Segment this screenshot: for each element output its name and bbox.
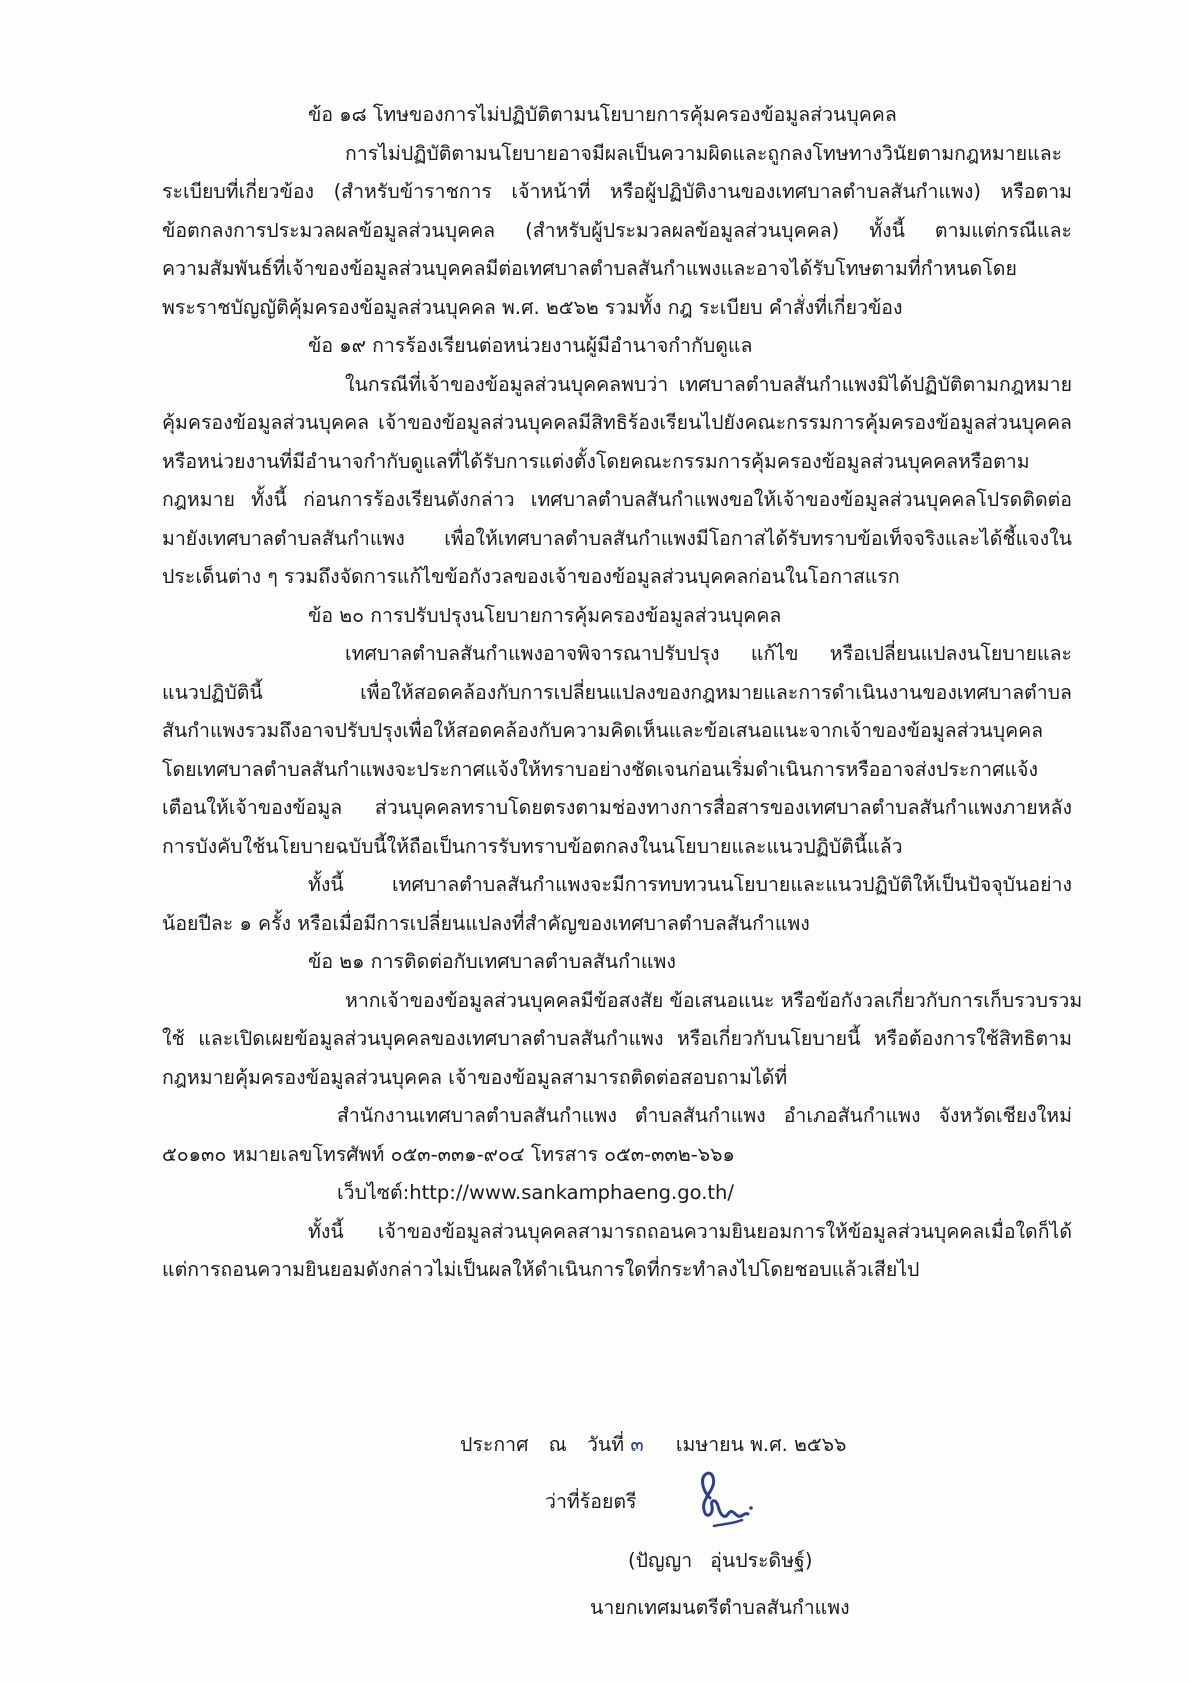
section-19-para-line: มายังเทศบาลตำบลสันกำแพง เพื่อให้เทศบาลตำบลสันกำแพงมีโอกาสได้รับทราบข้อเท็จจริงและได้ชี้แจงใน — [162, 526, 1072, 550]
section-19-para-line: คุ้มครองข้อมูลส่วนบุคคล เจ้าของข้อมูลส่วนบุคคลมีสิทธิร้องเรียนไปยังคณะกรรมการคุ้มครองข้อมูลส่วนบุคคล — [162, 411, 1072, 434]
section-18-para-line: การไม่ปฏิบัติตามนโยบายอาจมีผลเป็นความผิดและถูกลงโทษทางวินัยตามกฎหมายและ — [345, 141, 1063, 165]
section-19-heading: ข้อ ๑๙ การร้องเรียนต่อหน่วยงานผู้มีอำนาจกำกับดูแล — [308, 334, 753, 357]
document-body — [162, 96, 1083, 1290]
announcement-date — [460, 1429, 846, 1460]
consent-withdraw-line: แต่การถอนความยินยอมดังกล่าวไม่เป็นผลให้ดำเนินการใดที่กระทำลงไปโดยชอบแล้วเสียไป — [162, 1258, 920, 1281]
signer-surname: อุ่นประดิษฐ์) — [710, 1549, 813, 1572]
section-21-para-line: หากเจ้าของข้อมูลส่วนบุคคลมีข้อสงสัย ข้อเสนอแนะ หรือข้อกังวลเกี่ยวกับการเก็บรวบรวม — [345, 988, 1083, 1012]
section-20-para-line: เตือนให้เจ้าของข้อมูล ส่วนบุคคลทราบโดยตรงตามช่องทางการสื่อสารของเทศบาลตำบลสันกำแพงภายหลัง — [162, 796, 1072, 819]
contact-address-line: สำนักงานเทศบาลตำบลสันกำแพง ตำบลสันกำแพง อำเภอสันกำแพง จังหวัดเชียงใหม่ — [337, 1104, 1072, 1127]
section-19-para-line: กฎหมาย ทั้งนี้ ก่อนการร้องเรียนดังกล่าว เทศบาลตำบลสันกำแพงขอให้เจ้าของข้อมูลส่วนบุคคลโปรดติดต่อ — [162, 488, 1072, 511]
section-18-para-line: ระเบียบที่เกี่ยวข้อง (สำหรับข้าราชการ เจ้าหน้าที่ หรือผู้ปฏิบัติงานของเทศบาลตำบลสันกำแพง) หรือตาม — [162, 180, 1072, 203]
contact-phone-line: ๕๐๑๓๐ หมายเลขโทรศัพท์ ๐๕๓-๓๓๑-๙๐๔ โทรสาร ๐๕๓-๓๓๒-๖๖๑ — [162, 1142, 735, 1166]
section-20-para-line: โดยเทศบาลตำบลสันกำแพงจะประกาศแจ้งให้ทราบอย่างชัดเจนก่อนเริ่มดำเนินการหรืออาจส่งประกาศแจ้ง — [162, 757, 1038, 781]
section-21-para-line: ใช้ และเปิดเผยข้อมูลส่วนบุคคลของเทศบาลตำบลสันกำแพง หรือเกี่ยวกับนโยบายนี้ หรือต้องการใช้สิทธิตาม — [162, 1027, 1072, 1050]
signer-position: นายกเทศมนตรีตำบลสันกำแพง — [590, 1596, 850, 1619]
contact-website: เว็บไซต์:http://www.sankamphaeng.go.th/ — [337, 1181, 734, 1204]
day-value: ๓ — [630, 1433, 644, 1456]
day-label: วันที่ — [586, 1433, 625, 1456]
section-19-para-line: ประเด็นต่าง ๆ รวมถึงจัดการแก้ไขข้อกังวลของเจ้าของข้อมูลส่วนบุคคลก่อนในโอกาสแรก — [162, 565, 900, 588]
section-20-heading: ข้อ ๒๐ การปรับปรุงนโยบายการคุ้มครองข้อมูลส่วนบุคคล — [308, 603, 782, 627]
section-20-para-line: การบังคับใช้นโยบายฉบับนี้ให้ถือเป็นการรับทราบข้อตกลงในนโยบายและแนวปฏิบัตินี้แล้ว — [162, 834, 903, 858]
section-18-para-line: พระราชบัญญัติคุ้มครองข้อมูลส่วนบุคคล พ.ศ. ๒๕๖๒ รวมทั้ง กฎ ระเบียบ คำสั่งที่เกี่ยวข้อง — [162, 295, 903, 319]
at-label: ณ — [548, 1433, 567, 1456]
announced-label: ประกาศ — [460, 1433, 529, 1456]
section-19-para-line: หรือหน่วยงานที่มีอำนาจกำกับดูแลที่ได้รับการแต่งตั้งโดยคณะกรรมการคุ้มครองข้อมูลส่วนบุคคลหรือตาม — [162, 449, 1030, 473]
month-year: เมษายน พ.ศ. ๒๕๖๖ — [675, 1433, 847, 1456]
section-20-para-line: แนวปฏิบัตินี้ เพื่อให้สอดคล้องกับการเปลี่ยนแปลงของกฎหมายและการดำเนินงานของเทศบาลตำบล — [162, 680, 1072, 704]
section-19-para-line: ในกรณีที่เจ้าของข้อมูลส่วนบุคคลพบว่า เทศบาลตำบลสันกำแพงมิได้ปฏิบัติตามกฎหมาย — [345, 372, 1072, 396]
section-20-review-line: ทั้งนี้ เทศบาลตำบลสันกำแพงจะมีการทบทวนนโยบายและแนวปฏิบัติให้เป็นปัจจุบันอย่าง — [308, 873, 1072, 896]
consent-withdraw-line: ทั้งนี้ เจ้าของข้อมูลส่วนบุคคลสามารถถอนความยินยอมการให้ข้อมูลส่วนบุคคลเมื่อใดก็ได้ — [308, 1219, 1072, 1243]
signer-name — [628, 1545, 812, 1576]
signature-icon — [688, 1468, 758, 1538]
section-20-para-line: เทศบาลตำบลสันกำแพงอาจพิจารณาปรับปรุง แก้ไข หรือเปลี่ยนแปลงนโยบายและ — [345, 642, 1072, 665]
section-21-heading: ข้อ ๒๑ การติดต่อกับเทศบาลตำบลสันกำแพง — [308, 950, 676, 973]
section-18-para-line: ความสัมพันธ์ที่เจ้าของข้อมูลส่วนบุคคลมีต่อเทศบาลตำบลสันกำแพงและอาจได้รับโทษตามที่กำหนดโดย — [162, 257, 1017, 280]
section-20-para-line: สันกำแพงรวมถึงอาจปรับปรุงเพื่อให้สอดคล้องกับความคิดเห็นและข้อเสนอแนะจากเจ้าของข้อมูลส่วนบุคคล — [162, 719, 1044, 742]
section-20-review-line: น้อยปีละ ๑ ครั้ง หรือเมื่อมีการเปลี่ยนแปลงที่สำคัญของเทศบาลตำบลสันกำแพง — [162, 911, 810, 935]
section-21-para-line: กฎหมายคุ้มครองข้อมูลส่วนบุคคล เจ้าของข้อมูลสามารถติดต่อสอบถามได้ที่ — [162, 1065, 788, 1089]
signer-rank: ว่าที่ร้อยตรี — [545, 1490, 637, 1513]
section-18-heading: ข้อ ๑๘ โทษของการไม่ปฏิบัติตามนโยบายการคุ้มครองข้อมูลส่วนบุคคล — [308, 103, 897, 126]
signer-given-name: (ปัญญา — [628, 1549, 693, 1572]
section-18-para-line: ข้อตกลงการประมวลผลข้อมูลส่วนบุคคล (สำหรับผู้ประมวลผลข้อมูลส่วนบุคคล) ทั้งนี้ ตามแต่กรณีและ — [162, 218, 1072, 242]
